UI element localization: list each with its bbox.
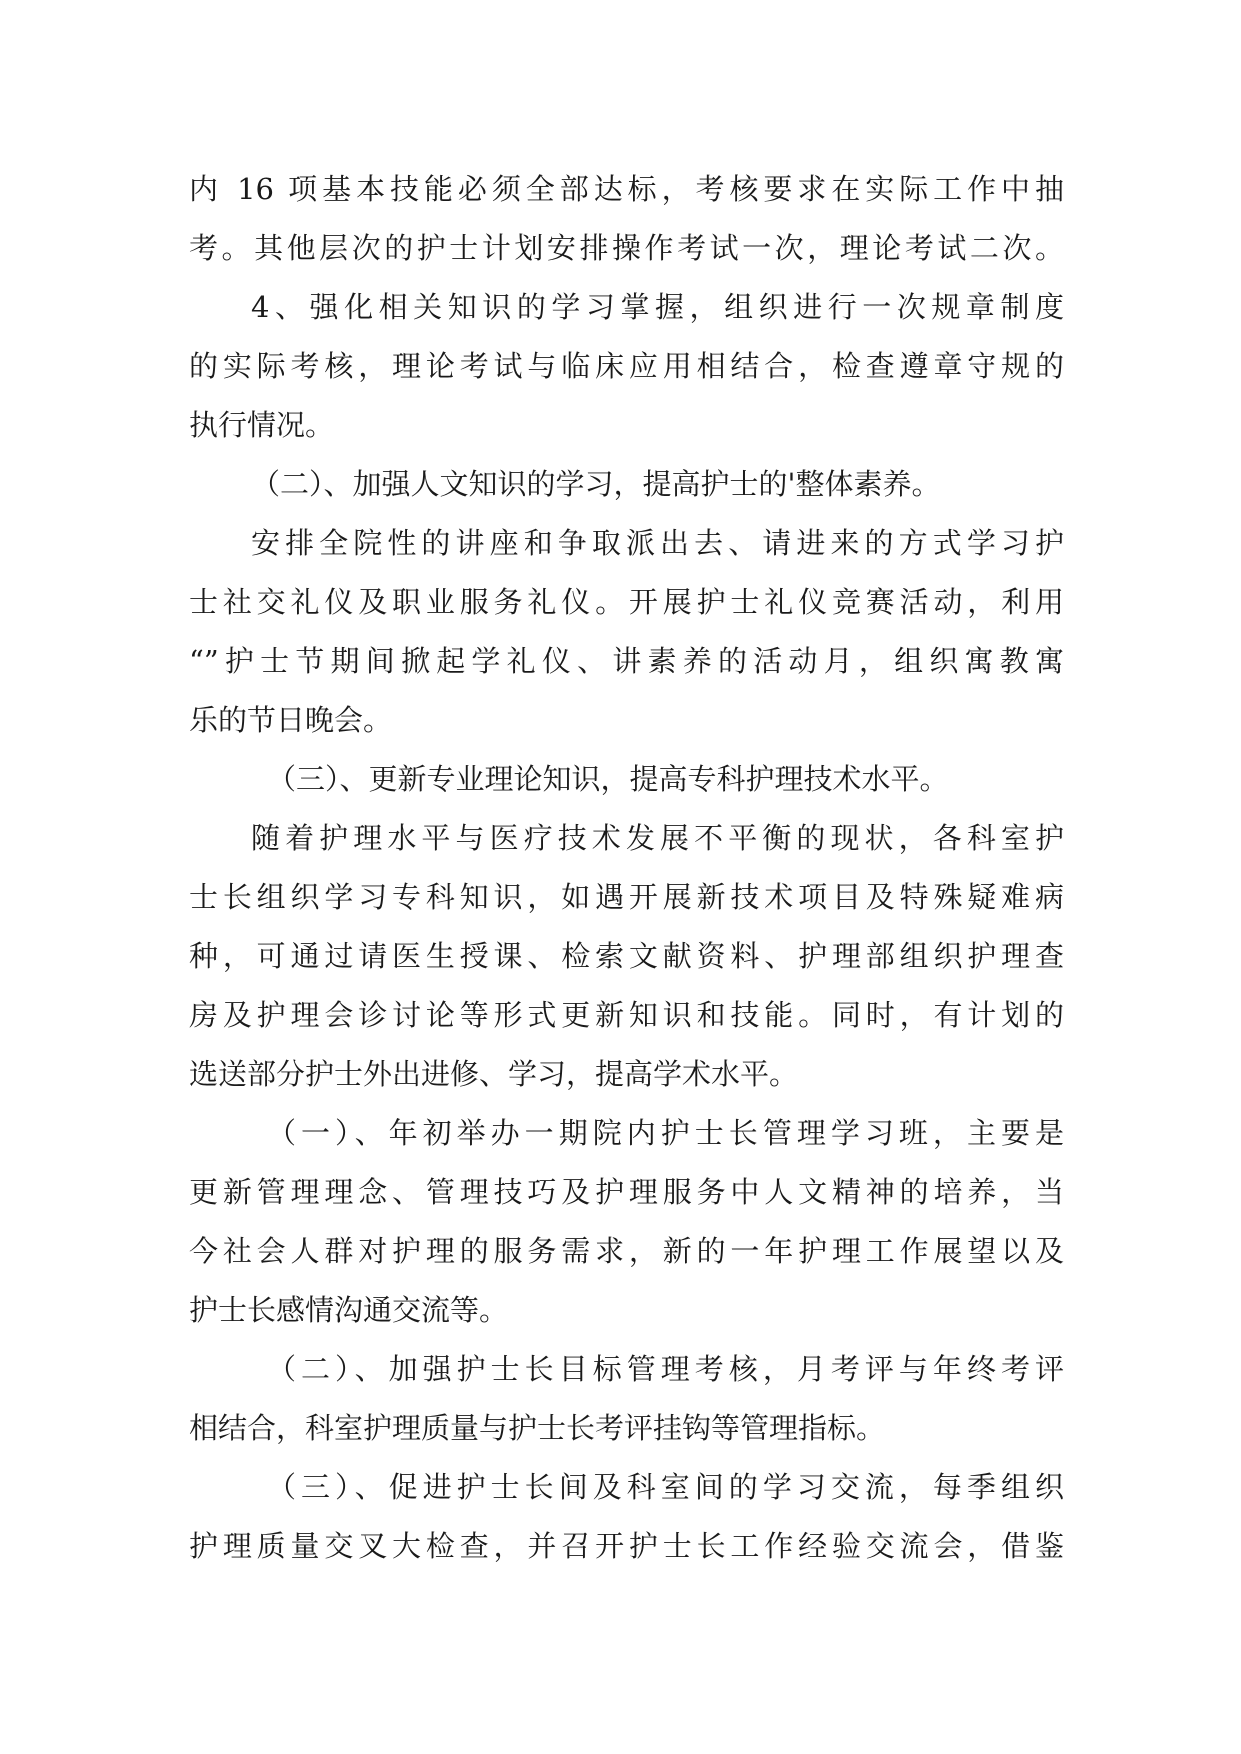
text-line: 士长组织学习专科知识，如遇开展新技术项目及特殊疑难病: [189, 880, 1064, 914]
text-line: 更新管理理念、管理技巧及护理服务中人文精神的培养，当: [189, 1175, 1064, 1209]
text-line: 的实际考核，理论考试与临床应用相结合，检查遵章守规的: [189, 349, 1064, 383]
text-line: 考。其他层次的护士计划安排操作考试一次，理论考试二次。: [189, 231, 1064, 265]
text-line: 随着护理水平与医疗技术发展不平衡的现状，各科室护: [251, 821, 1064, 855]
text-line: 士社交礼仪及职业服务礼仪。开展护士礼仪竞赛活动，利用: [189, 585, 1064, 619]
text-line: 乐的节日晚会。: [189, 703, 393, 737]
text-line: 护理质量交叉大检查，并召开护士长工作经验交流会，借鉴: [189, 1529, 1064, 1563]
text-line: “”护士节期间掀起学礼仪、讲素养的活动月，组织寓教寓: [189, 644, 1064, 678]
document-body: [189, 160, 1064, 1576]
text-line: 内 16 项基本技能必须全部达标，考核要求在实际工作中抽: [189, 172, 1064, 206]
section-heading: （三）、更新专业理论知识，提高专科护理技术水平。: [267, 762, 949, 796]
text-line: （二）、加强护士长目标管理考核，月考评与年终考评: [267, 1352, 1064, 1386]
text-line: 4、强化相关知识的学习掌握，组织进行一次规章制度: [251, 290, 1064, 324]
text-line: 护士长感情沟通交流等。: [189, 1293, 509, 1327]
text-line: 选送部分护士外出进修、学习，提高学术水平。: [189, 1057, 799, 1091]
text-line: 执行情况。: [189, 408, 335, 442]
text-line: 安排全院性的讲座和争取派出去、请进来的方式学习护: [251, 526, 1064, 560]
text-line: （一）、年初举办一期院内护士长管理学习班，主要是: [267, 1116, 1064, 1150]
text-line: 房及护理会诊讨论等形式更新知识和技能。同时，有计划的: [189, 998, 1064, 1032]
text-line: 种，可通过请医生授课、检索文献资料、护理部组织护理查: [189, 939, 1064, 973]
text-line: 相结合，科室护理质量与护士长考评挂钩等管理指标。: [189, 1411, 886, 1445]
text-line: （三）、促进护士长间及科室间的学习交流，每季组织: [267, 1470, 1064, 1504]
section-heading: （二）、加强人文知识的学习，提高护士的'整体素养。: [251, 467, 941, 501]
text-line: 今社会人群对护理的服务需求，新的一年护理工作展望以及: [189, 1234, 1064, 1268]
